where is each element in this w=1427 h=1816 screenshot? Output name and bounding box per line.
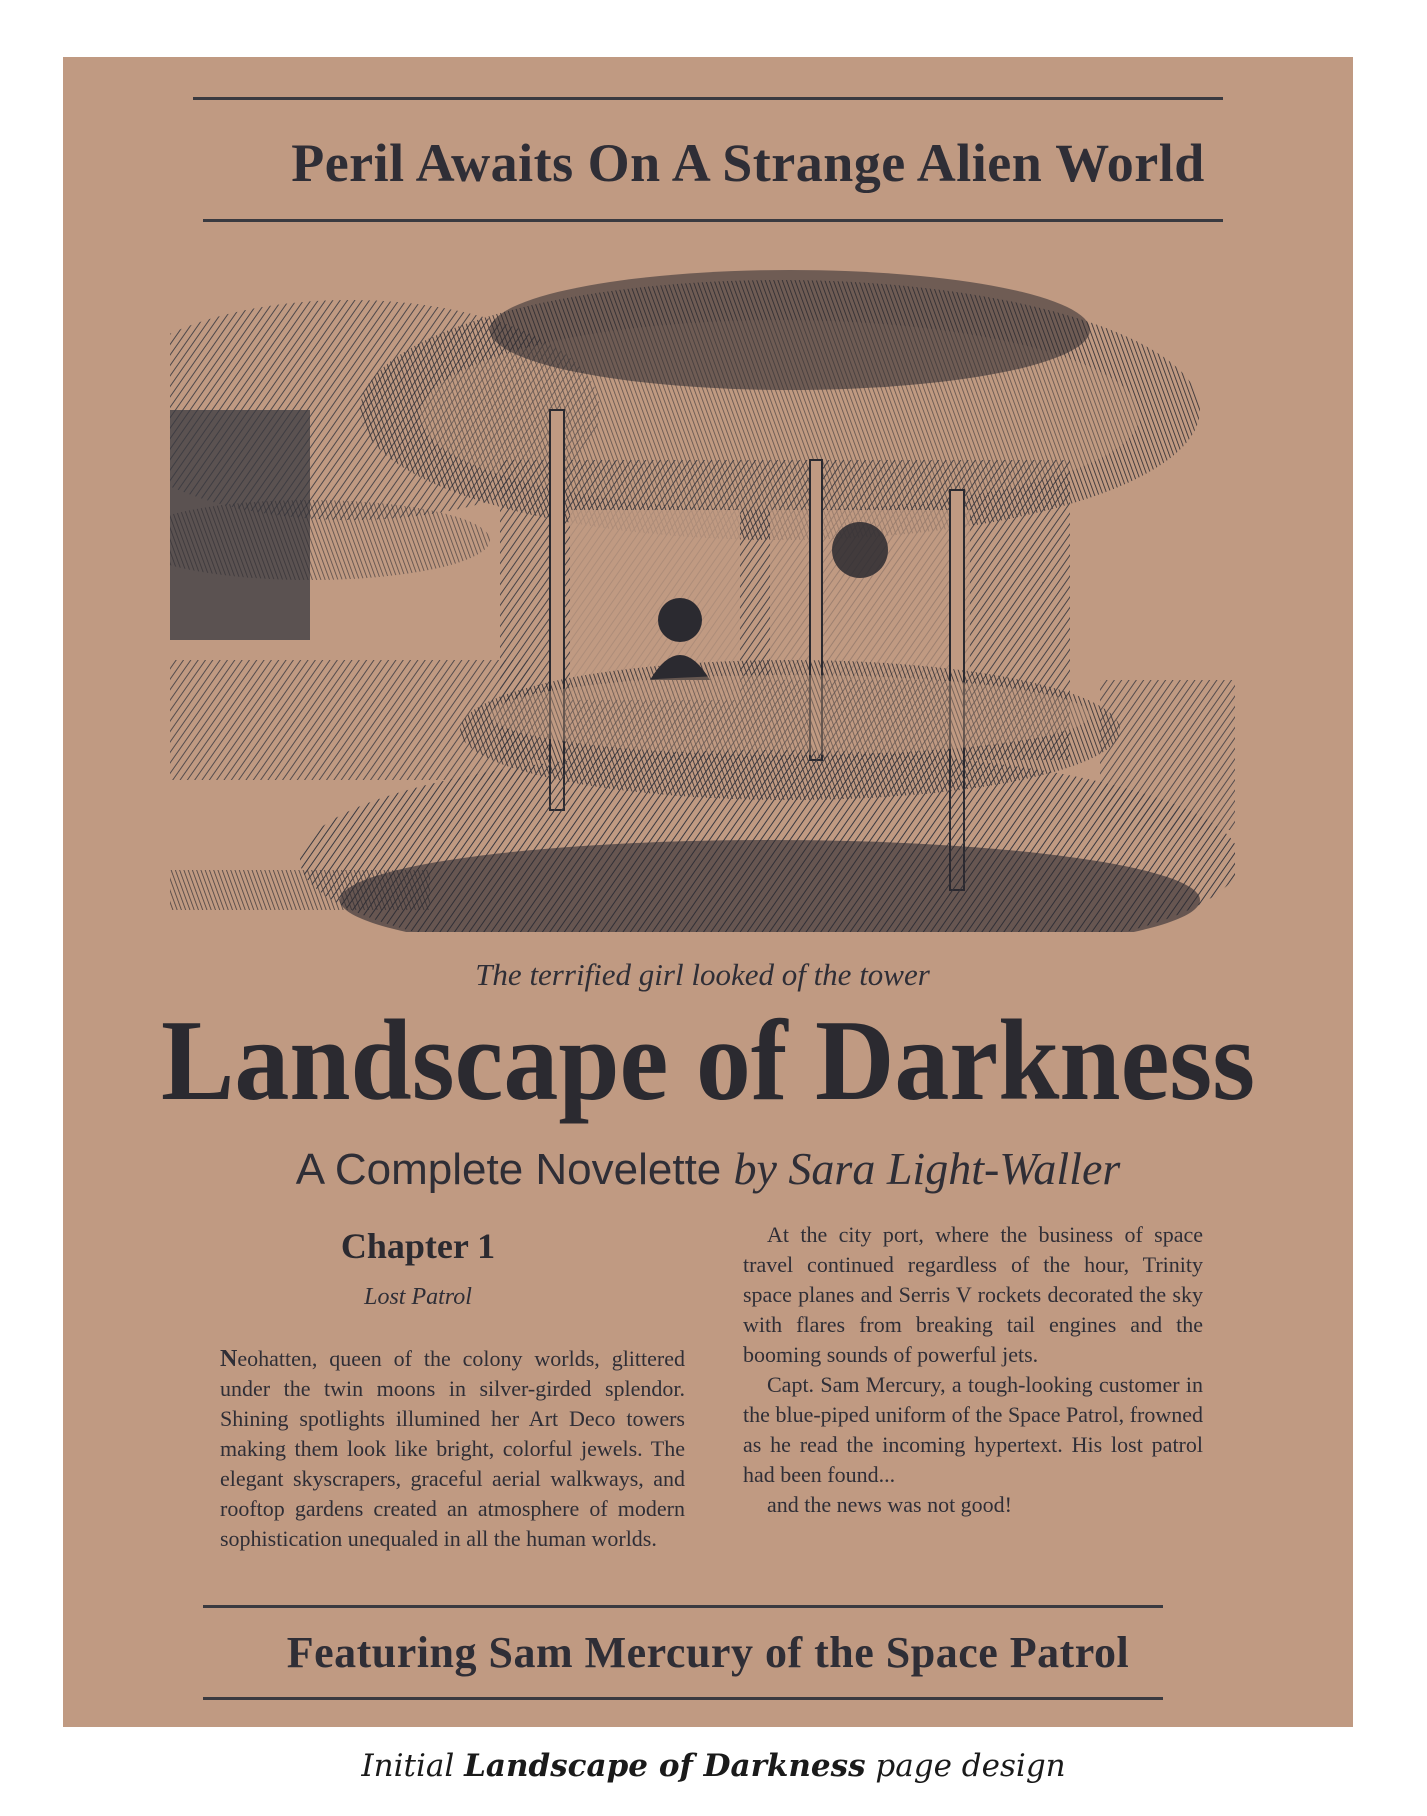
paragraph-3: Capt. Sam Mercury, a tough-looking customer in the blue-piped uniform of the Space Patrol, frowned as he read the incoming hypertext. His lost patrol had been found... [743,1372,1203,1487]
illustration-caption: The terrified girl looked of the tower [475,957,930,992]
subtitle-prefix: A Complete Novelette [295,1145,734,1194]
paragraph-2: At the city port, where the business of space travel continued regardless of the hour, Trinity space planes and Serris V rockets decorated the sky with flares from breaking tail engines and the booming sounds of powerful jets. [743,1222,1203,1367]
paragraph-1 [220,1344,685,1554]
chapter-subtitle: Lost Patrol [364,1284,472,1310]
drop-cap: N [220,1346,238,1372]
figure-caption-title: Landscape of Darkness [464,1748,866,1784]
feature-bottom-rule [203,1697,1163,1700]
tower-illustration [170,260,1235,932]
story-title: Landscape of Darkness [160,995,1256,1125]
paragraph-4: and the news was not good! [767,1492,1013,1517]
byline: by Sara Light-Waller [733,1143,1121,1194]
feature-top-rule [203,1605,1163,1608]
left-column [220,1344,685,1554]
tagline-rule [203,219,1223,222]
page-mockup [63,57,1353,1727]
feature-line: Featuring Sam Mercury of the Space Patrol [286,1628,1130,1677]
chapter-heading: Chapter 1 [340,1226,496,1266]
paragraph-1-text: eohatten, queen of the colony worlds, glittered under the twin moons in silver-girded splendor. Shining spotlights illumined her Art Deco towers making them look like bright, colorful jewels. The elegant skyscrapers, graceful aerial walkways, and rooftop gardens created an atmosphere of modern sophistication unequaled in all the human worlds. [220,1346,685,1551]
story-subtitle [123,1142,1293,1195]
figure-caption-prefix: Initial [361,1748,465,1784]
top-rule [193,97,1223,100]
right-column [743,1220,1203,1520]
figure-caption-suffix: page design [865,1748,1066,1784]
figure-caption [0,1748,1427,1784]
tagline: Peril Awaits On A Strange Alien World [291,133,1205,193]
